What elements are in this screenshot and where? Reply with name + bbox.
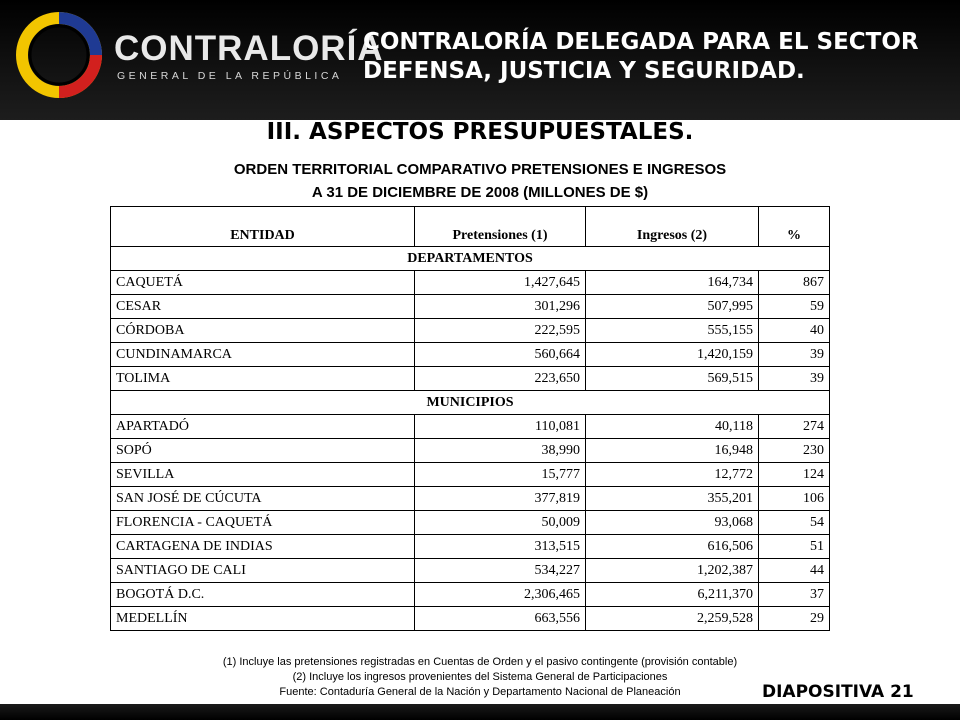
cell-pretensiones: 222,595 xyxy=(415,319,586,343)
header-title xyxy=(363,28,953,86)
cell-percent: 124 xyxy=(759,463,830,487)
cell-ingresos: 1,420,159 xyxy=(586,343,759,367)
cell-pretensiones: 1,427,645 xyxy=(415,271,586,295)
cell-percent: 54 xyxy=(759,511,830,535)
column-header-pretensiones: Pretensiones (1) xyxy=(415,207,586,247)
cell-ingresos: 1,202,387 xyxy=(586,559,759,583)
cell-ingresos: 555,155 xyxy=(586,319,759,343)
table-row xyxy=(111,295,830,319)
cell-percent: 51 xyxy=(759,535,830,559)
cell-entidad: CARTAGENA DE INDIAS xyxy=(111,535,415,559)
table-row xyxy=(111,439,830,463)
table-row xyxy=(111,367,830,391)
cell-percent: 29 xyxy=(759,607,830,631)
cell-pretensiones: 313,515 xyxy=(415,535,586,559)
cell-percent: 40 xyxy=(759,319,830,343)
cell-entidad: MEDELLÍN xyxy=(111,607,415,631)
cell-entidad: CAQUETÁ xyxy=(111,271,415,295)
cell-pretensiones: 560,664 xyxy=(415,343,586,367)
group-label: MUNICIPIOS xyxy=(111,391,830,415)
cell-entidad: SEVILLA xyxy=(111,463,415,487)
section-title: III. ASPECTOS PRESUPUESTALES. xyxy=(266,119,694,145)
cell-percent: 39 xyxy=(759,367,830,391)
cell-ingresos: 6,211,370 xyxy=(586,583,759,607)
cell-entidad: CÓRDOBA xyxy=(111,319,415,343)
table-row xyxy=(111,559,830,583)
cell-percent: 37 xyxy=(759,583,830,607)
cell-percent: 59 xyxy=(759,295,830,319)
cell-ingresos: 507,995 xyxy=(586,295,759,319)
cell-ingresos: 16,948 xyxy=(586,439,759,463)
cell-entidad: BOGOTÁ D.C. xyxy=(111,583,415,607)
logo-wordmark: CONTRALORÍA xyxy=(114,29,384,68)
cell-entidad: FLORENCIA - CAQUETÁ xyxy=(111,511,415,535)
subtitle-line2: A 31 DE DICIEMBRE DE 2008 (MILLONES DE $) xyxy=(311,184,649,201)
table-row xyxy=(111,511,830,535)
cell-pretensiones: 15,777 xyxy=(415,463,586,487)
cell-entidad: CESAR xyxy=(111,295,415,319)
cell-percent: 274 xyxy=(759,415,830,439)
cell-entidad: TOLIMA xyxy=(111,367,415,391)
table-body xyxy=(111,247,830,631)
cell-ingresos: 2,259,528 xyxy=(586,607,759,631)
table-row xyxy=(111,607,830,631)
cell-percent: 867 xyxy=(759,271,830,295)
table-row xyxy=(111,463,830,487)
footnote-2: (2) Incluye los ingresos provenientes del Sistema General de Participaciones xyxy=(292,671,668,683)
cell-entidad: CUNDINAMARCA xyxy=(111,343,415,367)
slide-number: DIAPOSITIVA 21 xyxy=(762,682,914,702)
cell-entidad: SANTIAGO DE CALI xyxy=(111,559,415,583)
column-header-ingresos: Ingresos (2) xyxy=(586,207,759,247)
cell-ingresos: 12,772 xyxy=(586,463,759,487)
footnote-1: (1) Incluye las pretensiones registradas en Cuentas de Orden y el pasivo contingente (provisión contable) xyxy=(222,656,738,668)
group-label: DEPARTAMENTOS xyxy=(111,247,830,271)
table-row xyxy=(111,535,830,559)
logo-subtitle: GENERAL DE LA REPÚBLICA xyxy=(117,70,343,82)
cell-ingresos: 164,734 xyxy=(586,271,759,295)
header-title-line2: DEFENSA, JUSTICIA Y SEGURIDAD. xyxy=(363,58,805,84)
column-header-entidad: ENTIDAD xyxy=(111,207,415,247)
cell-pretensiones: 534,227 xyxy=(415,559,586,583)
cell-ingresos: 616,506 xyxy=(586,535,759,559)
footer-bar xyxy=(0,704,960,720)
cell-entidad: SOPÓ xyxy=(111,439,415,463)
cell-pretensiones: 301,296 xyxy=(415,295,586,319)
cell-ingresos: 569,515 xyxy=(586,367,759,391)
cell-pretensiones: 2,306,465 xyxy=(415,583,586,607)
group-row xyxy=(111,391,830,415)
cell-pretensiones: 223,650 xyxy=(415,367,586,391)
cell-ingresos: 93,068 xyxy=(586,511,759,535)
table-row xyxy=(111,319,830,343)
cell-pretensiones: 38,990 xyxy=(415,439,586,463)
cell-percent: 44 xyxy=(759,559,830,583)
table-header-row xyxy=(111,207,830,247)
cell-pretensiones: 377,819 xyxy=(415,487,586,511)
table-row xyxy=(111,343,830,367)
group-row xyxy=(111,247,830,271)
cell-pretensiones: 663,556 xyxy=(415,607,586,631)
budget-table xyxy=(110,206,830,631)
source-note: Fuente: Contaduría General de la Nación y Departamento Nacional de Planeación xyxy=(279,686,681,698)
subtitle-line1: ORDEN TERRITORIAL COMPARATIVO PRETENSIONES E INGRESOS xyxy=(233,161,727,178)
header-title-line1: CONTRALORÍA DELEGADA PARA EL SECTOR xyxy=(363,29,919,55)
cell-percent: 106 xyxy=(759,487,830,511)
cell-ingresos: 40,118 xyxy=(586,415,759,439)
header-bar xyxy=(0,0,960,120)
cell-entidad: SAN JOSÉ DE CÚCUTA xyxy=(111,487,415,511)
table-row xyxy=(111,415,830,439)
contraloria-logo-icon xyxy=(16,12,102,98)
cell-pretensiones: 50,009 xyxy=(415,511,586,535)
table-row xyxy=(111,583,830,607)
cell-entidad: APARTADÓ xyxy=(111,415,415,439)
table-row xyxy=(111,271,830,295)
cell-pretensiones: 110,081 xyxy=(415,415,586,439)
cell-percent: 39 xyxy=(759,343,830,367)
table-subtitle xyxy=(0,158,960,204)
column-header-percent: % xyxy=(759,207,830,247)
cell-percent: 230 xyxy=(759,439,830,463)
cell-ingresos: 355,201 xyxy=(586,487,759,511)
table-row xyxy=(111,487,830,511)
